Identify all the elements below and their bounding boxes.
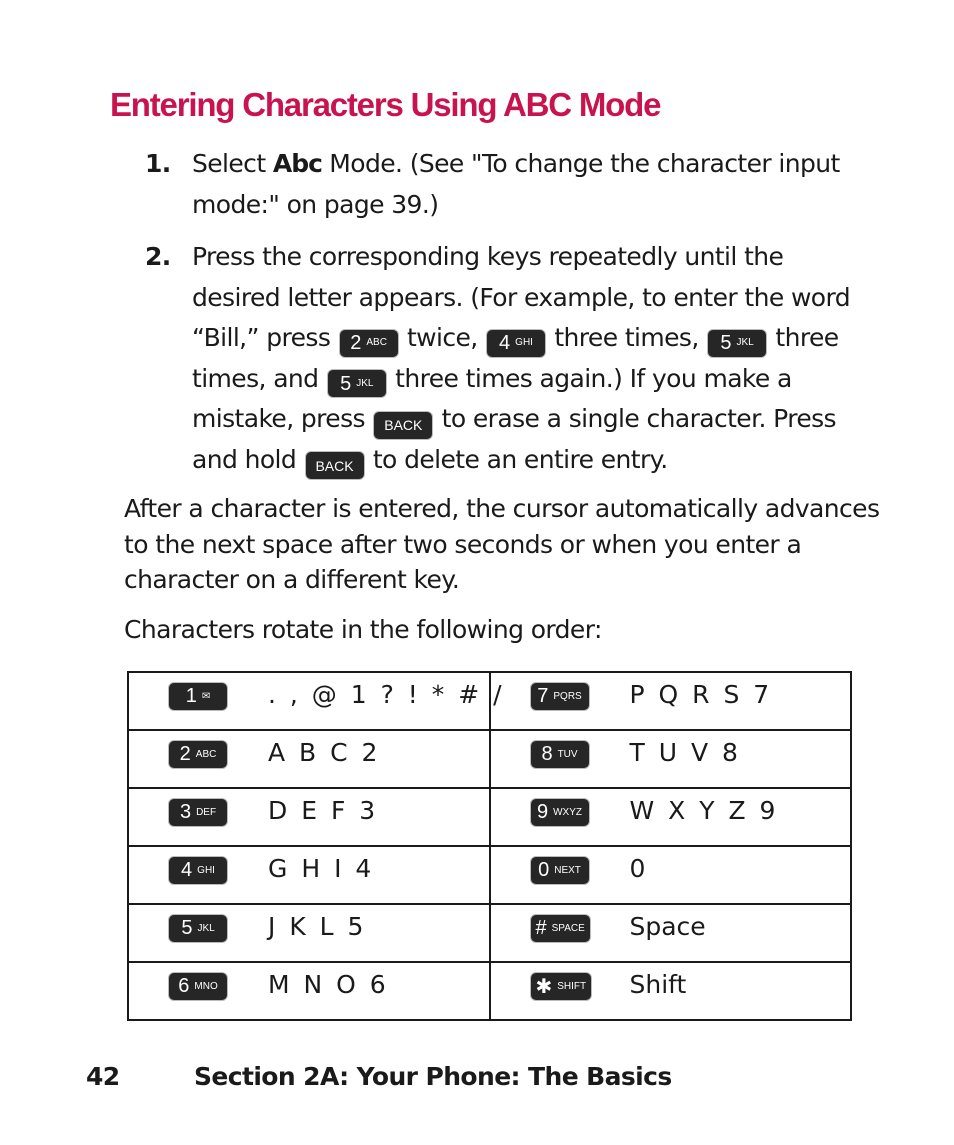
step-2-text-part: three times again.) If you make a mistake, press	[192, 363, 792, 433]
step-2	[145, 237, 865, 480]
table-row	[128, 904, 851, 962]
key-0-next-icon: 0 NEXT	[531, 857, 589, 884]
table-cell	[128, 962, 490, 1020]
key-9-wxyz-icon: 9 WXYZ	[531, 799, 589, 826]
table-row	[128, 962, 851, 1020]
key-characters: G H I 4	[268, 854, 375, 883]
key-characters: P Q R S 7	[629, 680, 773, 709]
table-cell	[490, 962, 852, 1020]
character-rotation-table	[127, 671, 852, 1021]
table-cell	[128, 672, 505, 730]
key-star-shift-icon: ✱ SHIFT	[531, 973, 592, 1000]
table-cell	[128, 788, 490, 846]
key-4-ghi-icon: 4 GHI	[487, 330, 545, 357]
table-cell	[490, 730, 852, 788]
key-characters: A B C 2	[268, 738, 381, 767]
step-2-text-part: twice,	[406, 323, 478, 352]
table-cell	[490, 904, 852, 962]
abc-mode-label: Abc	[272, 149, 322, 178]
key-pound-space-icon: # SPACE	[531, 915, 590, 942]
step-2-text-part: to delete an entire entry.	[372, 444, 668, 474]
step-2-text-part: Press the corresponding keys repeatedly until the desired letter appears. (For example, to enter the word “Bill,” press	[192, 242, 851, 352]
step-2-text-part: three times, and	[192, 323, 839, 393]
page-heading: Entering Characters Using ABC Mode	[110, 86, 661, 123]
table-cell	[490, 788, 852, 846]
key-2-abc-icon: 2 ABC	[340, 330, 398, 357]
back-key-icon: BACK	[306, 452, 364, 479]
table-cell	[490, 846, 852, 904]
key-5-jkl-icon: 5 JKL	[708, 330, 766, 357]
table-row	[128, 846, 851, 904]
key-characters: Space	[629, 912, 706, 941]
key-5-jkl-icon: 5 JKL	[169, 915, 227, 942]
step-1-pre: Select	[192, 149, 273, 178]
section-title: Section 2A: Your Phone: The Basics	[194, 1062, 672, 1091]
step-number: 2.	[145, 242, 171, 271]
step-1	[145, 144, 865, 225]
back-key-icon: BACK	[374, 412, 432, 439]
key-characters: D E F 3	[268, 796, 379, 825]
table-row	[128, 788, 851, 846]
key-7-pqrs-icon: 7 PQRS	[531, 683, 589, 710]
key-1-voicemail-icon: 1 ✉	[169, 683, 227, 710]
key-characters: Shift	[629, 970, 687, 999]
key-4-ghi-icon: 4 GHI	[169, 857, 227, 884]
rotation-intro: Characters rotate in the following order:	[124, 615, 602, 644]
step-2-text-part: to erase a single character. Press and hold	[192, 404, 836, 474]
key-3-def-icon: 3 DEF	[169, 799, 227, 826]
step-2-text-part: three times,	[554, 323, 699, 352]
step-number: 1.	[145, 149, 171, 178]
key-characters: 0	[629, 854, 649, 883]
page-number: 42	[86, 1062, 120, 1091]
key-6-mno-icon: 6 MNO	[169, 973, 227, 1000]
table-row	[128, 672, 851, 730]
key-characters: M N O 6	[268, 970, 389, 999]
step-1-post: Mode. (See "To change the character input mode:" on page 39.)	[192, 149, 840, 219]
table-row	[128, 730, 851, 788]
cursor-advance-paragraph: After a character is entered, the cursor automatically advances to the next space after two seconds or when you enter a character on a different key.	[124, 494, 880, 594]
step-2-text	[192, 237, 865, 480]
table-cell	[128, 904, 490, 962]
key-characters: . , @ 1 ? ! * # /	[268, 680, 505, 709]
key-characters: W X Y Z 9	[629, 796, 779, 825]
key-characters: T U V 8	[629, 738, 741, 767]
key-2-abc-icon: 2 ABC	[169, 741, 227, 768]
key-characters: J K L 5	[268, 912, 367, 941]
table-cell	[490, 672, 852, 730]
step-1-text	[192, 144, 865, 225]
table-cell	[128, 730, 490, 788]
table-cell	[128, 846, 490, 904]
key-8-tuv-icon: 8 TUV	[531, 741, 589, 768]
key-5-jkl-icon: 5 JKL	[328, 370, 386, 397]
